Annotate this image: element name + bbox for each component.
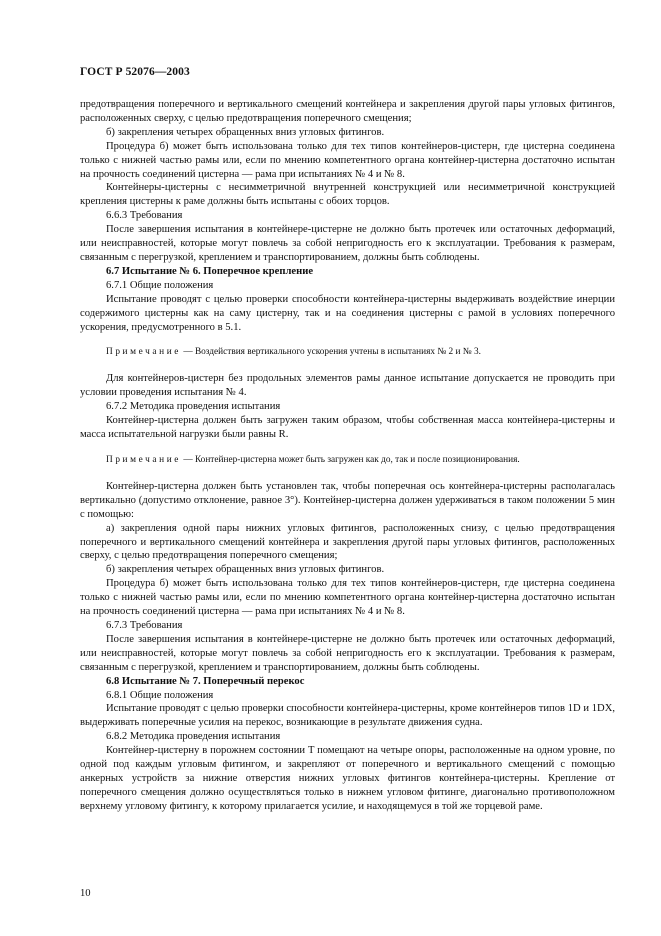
note [80,346,615,359]
paragraph: Контейнеры-цистерны с несимметричной внутренней конструкцией или несимметричной конструкцией крепления цистерны к раме должны быть испытаны с обоих торцов. [80,182,615,208]
paragraph: 6.7.1 Общие положения [106,279,214,291]
page-number: 10 [80,888,91,899]
document-header: ГОСТ Р 52076—2003 [80,66,190,78]
note-label: Примечание [106,454,181,465]
paragraph: 6.7.3 Требования [106,620,183,631]
note-text: — Воздействия вертикального ускорения учтены в испытаниях № 2 и № 3. [181,347,481,358]
paragraph: 6.6.3 Требования [106,210,183,222]
paragraph: После завершения испытания в контейнере-цистерне не должно быть протечек или остаточных деформаций, или неисправностей, которые могут повлечь за собой непригодность его к эксплуатации. Требования к размерам, связанным с перегрузкой, креплением и транспортированием, должны быть соблюдены. [80,224,615,263]
paragraph: 6.7.2 Методика проведения испытания [106,401,281,413]
note [80,454,615,467]
paragraph: Для контейнеров-цистерн без продольных элементов рамы данное испытание допускается не проводить при условии проведения испытания № 4. [80,373,615,399]
paragraph: Контейнер-цистерна должен быть загружен таким образом, чтобы собственная масса контейнера-цистерны и масса испытательной нагрузки были равны R. [80,415,615,441]
paragraph: а) закрепления одной пары нижних угловых фитингов, расположенных снизу, с целью предотвращения поперечного и вертикального смещений контейнера и закрепления другой пары угловых фитингов, расположенных сверху, с целью предотвращения поперечного смещения; [80,522,615,562]
document-page [80,66,615,814]
paragraph: б) закрепления четырех обращенных вниз угловых фитингов. [106,126,385,138]
paragraph: Испытание проводят с целью проверки способности контейнера-цистерны выдерживать воздействие инерции содержимого цистерны как на саму цистерну, так и на соединения цистерны с рамой в условиях поперечного ускорения, предусмотренного в 5.1. [80,293,615,333]
paragraph: Испытание проводят с целью проверки способности контейнера-цистерны, кроме контейнеров типов 1D и 1DX, выдерживать поперечные усилия на перекос, возникающие в результате движения судна. [80,703,615,729]
section-heading: 6.8 Испытание № 7. Поперечный перекос [106,675,305,687]
paragraph: После завершения испытания в контейнере-цистерне не должно быть протечек или остаточных деформаций, или неисправностей, которые могут повлечь за собой непригодность его к эксплуатации. Требования к размерам, связанным с перегрузкой, креплением и транспортированием, должны быть соблюдены. [80,633,615,673]
paragraph: Контейнер-цистерну в порожнем состоянии T помещают на четыре опоры, расположенные на одном уровне, по одной под каждым угловым фитингом, и закрепляют от поперечного и вертикального смещений с помощью анкерных устройств за нижние отверстия нижних угловых фитингов контейнера-цистерны. Крепление от поперечного смещения должно осуществляться только в нижнем угловом фитинге, диагонально противоположном верхнему угловому фитингу, к которому прилагается усилие, и находящемуся в той же торцевой раме. [80,745,615,812]
paragraph: Контейнер-цистерна должен быть установлен так, чтобы поперечная ось контейнера-цистерны располагалась вертикально (допустимо отклонение, равное 3°). Контейнер-цистерна должен удерживаться в таком положении 5 мин с помощью: [80,480,615,520]
paragraph: 6.8.2 Методика проведения испытания [106,731,281,743]
paragraph: предотвращения поперечного и вертикального смещений контейнера и закрепления другой пары угловых фитингов, расположенных сверху, с целью предотвращения поперечного смещения; [80,99,615,124]
paragraph: б) закрепления четырех обращенных вниз угловых фитингов. [106,564,385,576]
paragraph: 6.8.1 Общие положения [106,689,214,701]
paragraph: Процедура б) может быть использована только для тех типов контейнеров-цистерн, где цистерна соединена только с нижней частью рамы или, если по мнению компетентного органа контейнер-цистерна достаточно испытан на прочность соединений цистерна — рама при испытаниях № 4 и № 8. [80,578,615,618]
paragraph: Процедура б) может быть использована только для тех типов контейнеров-цистерн, где цистерна соединена только с нижней частью рамы или, если по мнению компетентного органа контейнер-цистерна достаточно испытан на прочность соединений цистерна — рама при испытаниях № 4 и № 8. [80,140,615,180]
document-body [80,98,615,814]
note-text: — Контейнер-цистерна может быть загружен как до, так и после позиционирования. [181,454,520,465]
note-label: Примечание [106,347,181,358]
section-heading: 6.7 Испытание № 6. Поперечное крепление [106,265,314,277]
